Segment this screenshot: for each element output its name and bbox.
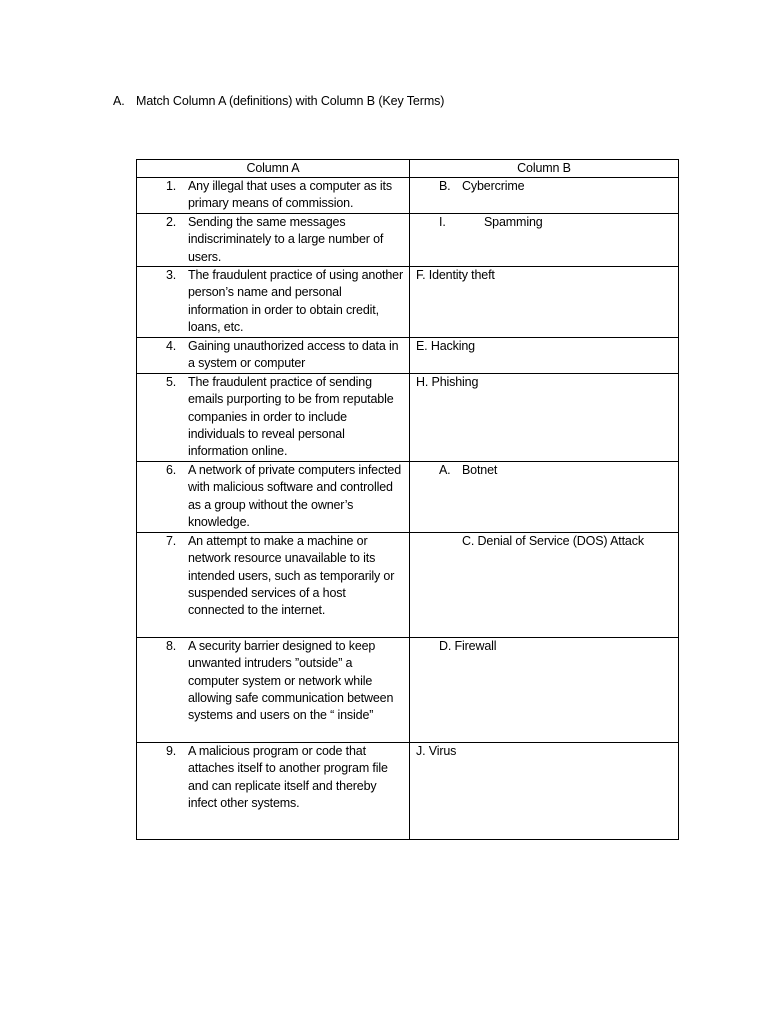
key-term-cell: [410, 638, 679, 743]
key-term-cell: [410, 462, 679, 533]
table-row: [137, 267, 679, 338]
item-number: 9.: [166, 744, 177, 758]
key-term-cell: [410, 743, 679, 840]
key-term-letter: I.: [439, 215, 446, 229]
table-row: [137, 462, 679, 533]
key-term: E. Hacking: [416, 339, 475, 353]
definition-text: Sending the same messages indiscriminately to a large number of users.: [188, 215, 384, 264]
item-number: 3.: [166, 268, 177, 282]
key-term-letter: A.: [439, 463, 451, 477]
definition-text: Gaining unauthorized access to data in a system or computer: [188, 339, 399, 371]
table-row: [137, 638, 679, 743]
key-term-cell: [410, 267, 679, 338]
definition-cell: [137, 638, 410, 743]
table-row: [137, 374, 679, 462]
definition-text: Any illegal that uses a computer as its primary means of commission.: [188, 179, 392, 211]
definition-text: An attempt to make a machine or network resource unavailable to its intended users, such as temporarily or suspended services of a host connected to the internet.: [188, 534, 395, 618]
definition-text: The fraudulent practice of sending emails purporting to be from reputable companies in order to include individuals to reveal personal information online.: [188, 375, 394, 459]
key-term-letter: B.: [439, 179, 451, 193]
definition-cell: [137, 743, 410, 840]
item-number: 8.: [166, 639, 177, 653]
definition-text: The fraudulent practice of using another person’s name and personal information in order to obtain credit, loans, etc.: [188, 268, 403, 334]
key-term: H. Phishing: [416, 375, 479, 389]
key-term: D. Firewall: [439, 639, 497, 653]
item-number: 4.: [166, 339, 177, 353]
key-term: Spamming: [484, 215, 543, 229]
key-term-cell: [410, 533, 679, 638]
item-number: 7.: [166, 534, 177, 548]
key-term-cell: [410, 374, 679, 462]
column-a-header: Column A: [137, 160, 410, 178]
definition-cell: [137, 374, 410, 462]
section-letter: A.: [113, 94, 125, 108]
key-term: Botnet: [462, 463, 498, 477]
item-number: 5.: [166, 375, 177, 389]
definition-cell: [137, 214, 410, 267]
key-term-cell: [410, 338, 679, 374]
item-number: 6.: [166, 463, 177, 477]
definition-cell: [137, 462, 410, 533]
key-term-cell: [410, 214, 679, 267]
table-row: [137, 743, 679, 840]
matching-table: [136, 159, 679, 840]
section-heading: [113, 94, 444, 108]
key-term: F. Identity theft: [416, 268, 495, 282]
table-row: [137, 178, 679, 214]
column-b-header: Column B: [410, 160, 679, 178]
definition-cell: [137, 338, 410, 374]
definition-cell: [137, 178, 410, 214]
definition-text: A malicious program or code that attaches itself to another program file and can replicate itself and thereby infect other systems.: [188, 744, 388, 810]
table-row: [137, 338, 679, 374]
definition-cell: [137, 533, 410, 638]
definition-text: A network of private computers infected with malicious software and controlled as a group without the owner’s knowledge.: [188, 463, 402, 529]
table-header-row: [137, 160, 679, 178]
definition-cell: [137, 267, 410, 338]
table-row: [137, 533, 679, 638]
item-number: 1.: [166, 179, 177, 193]
section-instruction: Match Column A (definitions) with Column B (Key Terms): [136, 94, 445, 108]
key-term: J. Virus: [416, 744, 457, 758]
definition-text: A security barrier designed to keep unwanted intruders ”outside” a computer system or network while allowing safe communication between systems and users on the “ inside”: [188, 639, 394, 723]
key-term: Cybercrime: [462, 179, 525, 193]
item-number: 2.: [166, 215, 177, 229]
key-term: C. Denial of Service (DOS) Attack: [462, 534, 644, 548]
key-term-cell: [410, 178, 679, 214]
table-row: [137, 214, 679, 267]
